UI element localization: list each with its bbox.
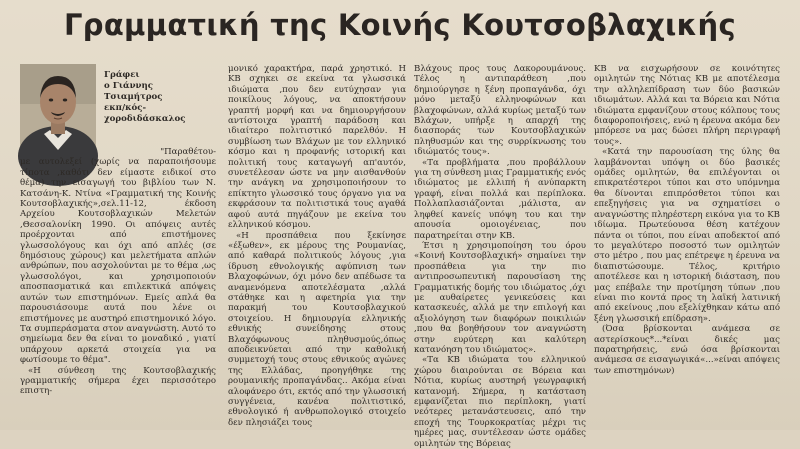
author-portrait-icon bbox=[20, 64, 96, 150]
byline-line: χοροδιδάσκαλος bbox=[104, 114, 186, 124]
column-1 bbox=[20, 147, 216, 427]
byline-line: Τσιαμήτρος bbox=[104, 92, 163, 102]
byline bbox=[104, 70, 186, 125]
article-headline: Γραμματική της Κοινής Κουτσοβλαχικής bbox=[63, 8, 736, 42]
column-3 bbox=[414, 64, 586, 449]
paragraph: μονικό χαρακτήρα, παρά χρηστικό. Η ΚΒ σχηκει σε εκείνα τα γλωσσικά ιδιώματα ,που δεν ευτύχησαν για ποικίλους λόγους, να αποκτήσουν γραπτή μορφή και να δημιουργήσουν αντίστοιχα γραπτή παράδοση και ιδιαίτερο πολιτιστικό παρελθόν. Η συμβίωση των Βλάχων με τον ελληνικό κόσμο και η προφανής ιστορική και πολιτική τους καταγωγή απ'αυτόν, συνετέλεσαν ώστε να μην αισθανθούν την ανάγκη να χρησιμοποιήσουν το επίκτητο γλωσσικό τους όργανο για να εκφράσουν τα πολιτιστικά τους αγαθά αφού αυτά πηγάζουν με εκείνα του ελληνικού κόσμου. bbox=[228, 64, 406, 231]
paragraph: (Όσα βρίσκονται ανάμεσα σε αστερίσκους*...*είναι δικές μας παρατηρήσεις, ενώ όσα βρίσκονται ανάμεσα σε εισαγωγικά«...»είναι απόψεις των επιστημόνων) bbox=[594, 324, 780, 376]
byline-line: Γράφει bbox=[104, 70, 140, 80]
paragraph: «Κατά την παρουσίαση της ύλης θα λαμβάνονται υπόψη οι δύο βασικές ομάδες ομιλητών, θα επιλέγονται οι επικρατέστεροι τύποι και στο υπόμνημα θα δίνονται επιπρόσθετοι τύποι και επεξηγήσεις για να σχηματίσει ο αναγνώστης πληρέστερη εικόνα για το ΚΒ ιδίωμα. Πρωτεύουσα θέση κατέχουν πάντα οι τύποι, που είναι αποδεκτοί από το μεγαλύτερο ποσοστό των ομιλητών στο μέτρο , που μας επέτρεψε η έρευνα να διαπιστώσουμε. Τέλος, κριτήριο αποτέλεσε και η ιστορική διάσταση, που μας επέβαλε την προτίμηση τύπων ,που είναι πιο κοντά προς τη λαϊκή λατινική από εκείνους ,που εξελίχθηκαν κάτω από ξένη γλωσσική επίδραση». bbox=[594, 147, 780, 324]
byline-line: εκπ/κός- bbox=[104, 103, 147, 113]
column-4 bbox=[594, 64, 780, 426]
paragraph: Βλάχους προς τους Δακορουμάνους. Τέλος η αντιπαράθεση ,που δημιούργησε η ξένη προπαγάνδα, όχι μόνο μεταξύ ελληνοφώνων και βλαχοφώνων, αλλά κυρίως μεταξύ των Βλάχων, υπήρξε η απαρχή της διασποράς των Κουτσοβλαχικών πληθυσμών και της συρρίκνωσης του ιδιώματός τους». bbox=[414, 64, 586, 158]
paragraph: «Τα ΚΒ ιδιώματα του ελληνικού χώρου διαιρούνται σε Βόρεια και Νότια, κυρίως αυστηρή γεωγραφική κατανομή. Σήμερα, η κατάσταση εμφανίζεται πιο περίπλοκη, γιατί νεότερες μετανάστευσεις, από την εποχή της Τουρκοκρατίας μέχρι τις ημέρες μας, συντέλεσαν ώστε ομάδες ομιλητών της Βόρειας bbox=[414, 355, 586, 449]
paragraph: Έτσι η χρησιμοποίηση του όρου «Κοινή Κουτσοβλαχική» σημαίνει την προσπάθεια για την πιο αντιπροσωπευτική παρουσίαση της Γραμματικής δομής του ιδιώματος ,όχι με αυθαίρετες γενικεύσεις και κατασκευές, αλλά με την επιλογή και αξιολόγηση των διαφόρων ποικιλιών ,που θα βοηθήσουν τον αναγνώστη στην ευρύτερη και καλύτερη κατανόηση του ιδιώματος». bbox=[414, 240, 586, 355]
paragraph: «Η σύνθεση της Κουτσοβλαχικής γραμματικής σήμερα έχει περισσότερο επιστη- bbox=[20, 365, 216, 397]
paragraph: με αυτολεξεί (χωρίς να παραποιήσουμε τίποτα ,καθότι δεν είμαστε ειδικοί στο θέμα) την εισαγωγή του βιβλίου των Ν. Κατσάνη-Κ. Ντίνα «Γραμματική της Κοινής Κουτσοβλαχικής»,σελ.11-12, έκδοση Αρχείου Κουτσοβλαχικών Μελετών ,Θεσσαλονίκη 1990. Οι απόψεις αυτές προέρχονται από επιστήμονες γλωσσολόγους και όχι από απλές (σε δημόσιους χώρους) και μελετήματα απλών ανθρώπων, που ασχολούνται με το θέμα ,ως γλωσσολόγοι, και χρησιμοποιούν αποσπασματικά και επιλεκτικά απόψεις αυτών των επιστημόνων. Εμείς απλά θα παρουσιάσουμε αυτά που λένε οι επιστήμονες με αυστηρό επιστημονικό λόγο. Τα συμπεράσματα στον αναγνώστη. Αυτό το σημείωμα δεν θα είναι το μοναδικό , γιατί υπάρχουν αρκετά στοιχεία για να φωτίσουμε το θέμα". bbox=[20, 157, 216, 366]
paragraph: ΚΒ να εισχωρήσουν σε κοινότητες ομιλητών της Νότιας ΚΒ με αποτέλεσμα την αλληλεπίδραση των δύο βασικών ιδιωμάτων. Αλλά και τα Βόρεια και Νότια ιδιώματα εμφανίζουν στους κόλπους τους διαφοροποιήσεις, ενώ η έρευνα ακόμα δεν μπόρεσε να μας δώσει πλήρη περιγραφή τους». bbox=[594, 64, 780, 147]
paragraph: "Παραθέτου- bbox=[160, 147, 216, 157]
byline-line: ο Γιάννης bbox=[104, 81, 154, 91]
paragraph: «Τα προβλήματα ,που προβάλλουν για τη σύνθεση μιας Γραμματικής ενός ιδιώματος με ελλιπή ή ανύπαρκτη γραφή, είναι πολλά και περίπλοκα. Πολλαπλασιάζονται ,μάλιστα, αν ληφθεί κανείς υπόψη του και την απουσία ομοιογένειας, που παρατηρείται στην ΚΒ. bbox=[414, 157, 586, 241]
author-photo bbox=[20, 64, 96, 150]
paragraph: «Η προσπάθεια που ξεκίνησε «έξωθεν», εκ μέρους της Ρουμανίας, από καθαρά πολιτικούς λόγους ,για ίδρυση εθνολογικής αφύπνιση των Βλαχοφώνων, όχι μόνο δεν απέδωσε τα αναμενόμενα αποτελέσματα ,αλλά στάθηκε και η αφετηρία για την παρακμή του Κουτσοβλαχικού στοιχείου. Η δημιουργία ελληνικής εθνικής συνείδησης στους Βλαχόφωνους πληθυσμούς,όπως αποδεικνύεται από την καθολική συμμετοχή τους στους εθνικούς αγώνες της Ελλάδας, προηγήθηκε της ρουμανικής προπαγάνδας.. Ακόμα είναι αλοφάνερο ότι, εκτός από την γλωσσική συγγένεια, κανένα πολιτιστικό, εθνολογικό ή ανθρωπολογικό στοιχείο δεν πλησιάζει τους bbox=[228, 230, 406, 428]
column-2 bbox=[228, 64, 406, 426]
